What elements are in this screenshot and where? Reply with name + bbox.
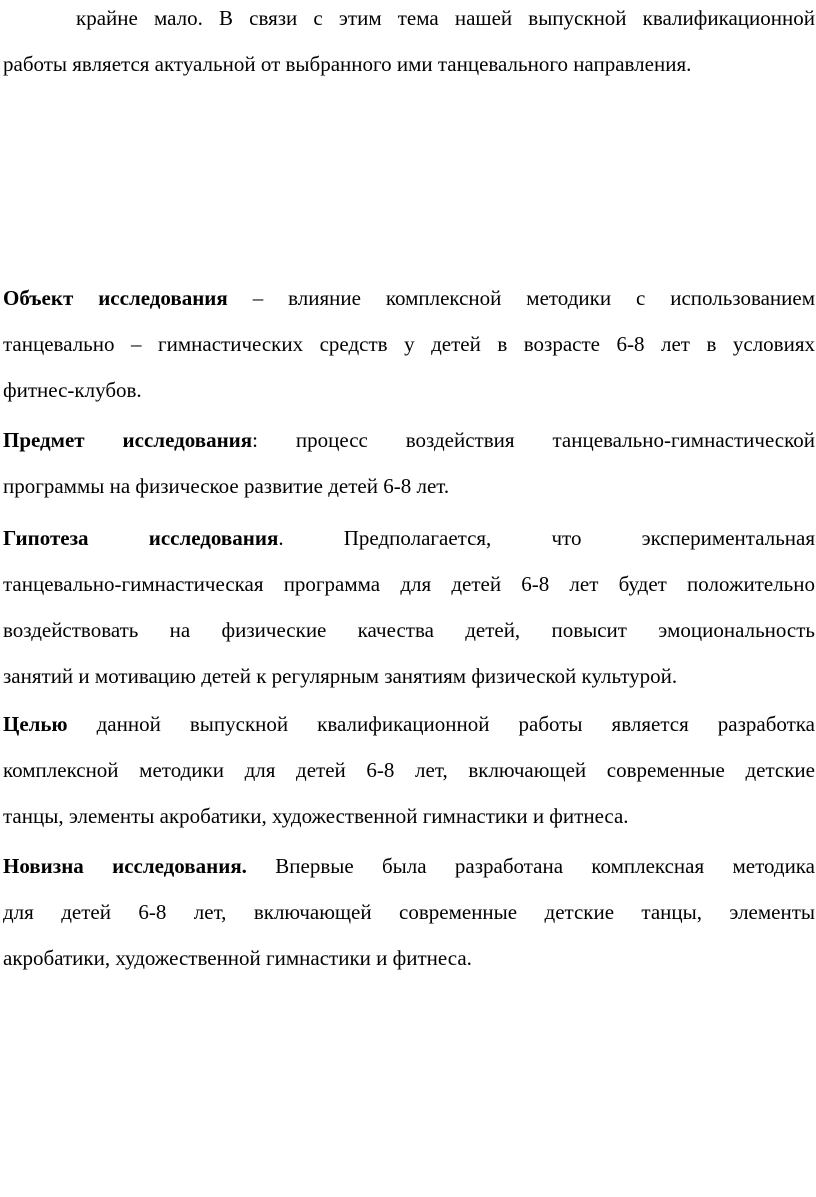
novelty-line-1 — [3, 843, 815, 889]
goal-paragraph — [3, 701, 815, 839]
intro-paragraph — [3, 0, 815, 87]
novelty-paragraph — [3, 843, 815, 981]
goal-text-1: данной выпускной квалификационной работы является разработка — [67, 712, 815, 736]
subject-line-1 — [3, 417, 815, 463]
subject-paragraph — [3, 417, 815, 509]
hypothesis-text-1: . Предполагается, что экспериментальная — [278, 526, 815, 550]
novelty-label: Новизна исследования. — [3, 854, 247, 878]
hypothesis-paragraph — [3, 515, 815, 699]
goal-label: Целью — [3, 712, 68, 736]
hypothesis-line-3: воздействовать на физические качества детей, повысит эмоциональность — [3, 618, 815, 642]
object-line-2: танцевально – гимнастических средств у детей в возрасте 6-8 лет в условиях — [3, 332, 815, 356]
object-line-1 — [3, 275, 815, 321]
hypothesis-label: Гипотеза исследования — [3, 526, 279, 550]
hypothesis-line-2: танцевально-гимнастическая программа для детей 6-8 лет будет положительно — [3, 572, 815, 596]
hypothesis-line-1 — [3, 515, 815, 561]
subject-label: Предмет исследования — [3, 428, 253, 452]
goal-line-1 — [3, 701, 815, 747]
intro-line-2: работы является актуальной от выбранного ими танцевального направления. — [3, 52, 692, 76]
object-line-3: фитнес-клубов. — [3, 378, 142, 402]
object-text-1: – влияние комплексной методики с использованием — [227, 286, 815, 310]
subject-text-1: : процесс воздействия танцевально-гимнастической — [252, 428, 815, 452]
subject-line-2: программы на физическое развитие детей 6-8 лет. — [3, 474, 450, 498]
novelty-line-3: акробатики, художественной гимнастики и фитнеса. — [3, 946, 472, 970]
novelty-text-1: Впервые была разработана комплексная методика — [246, 854, 816, 878]
goal-line-3: танцы, элементы акробатики, художественной гимнастики и фитнеса. — [3, 804, 629, 828]
goal-line-2: комплексной методики для детей 6-8 лет, включающей современные детские — [3, 758, 815, 782]
intro-line-1: крайне мало. В связи с этим тема нашей выпускной квалификационной — [76, 6, 815, 30]
object-paragraph — [3, 275, 815, 413]
novelty-line-2: для детей 6-8 лет, включающей современные детские танцы, элементы — [3, 900, 815, 924]
object-label: Объект исследования — [3, 286, 228, 310]
hypothesis-line-4: занятий и мотивацию детей к регулярным занятиям физической культурой. — [3, 664, 678, 688]
